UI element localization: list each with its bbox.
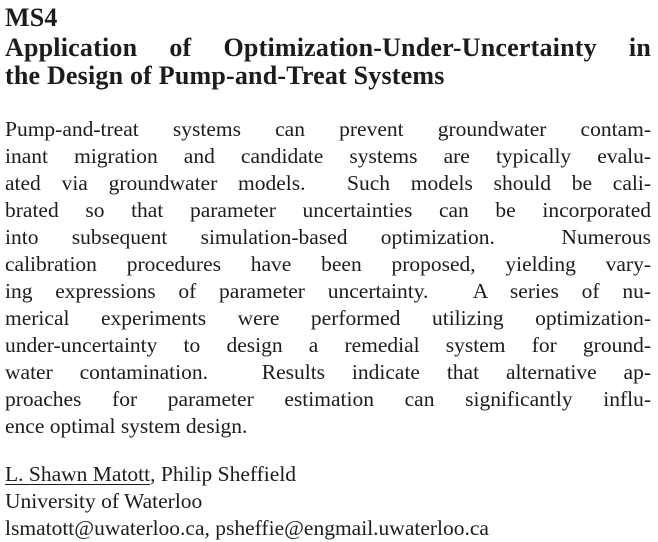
abstract-line: into subsequent simulation-based optimization. Numerous [5,225,651,249]
abstract-line: ing expressions of parameter uncertainty. A series of nu- [5,279,651,303]
abstract-line: inant migration and candidate systems are typically evalu- [5,144,651,168]
author-separator: , [150,462,161,486]
author-block [5,461,651,542]
paper-title-line-2: the Design of Pump-and-Treat Systems [5,61,445,90]
abstract-line: brated so that parameter uncertainties can be incorporated [5,198,651,222]
abstract-line: calibration procedures have been proposed, yielding vary- [5,252,651,276]
affiliation: University of Waterloo [5,489,203,513]
abstract-paragraph [5,116,651,440]
session-code: MS4 [5,3,58,32]
abstract-line: ence optimal system design. [5,414,248,438]
abstract-line: water contamination. Results indicate that alternative ap- [5,360,651,384]
abstract-line: proaches for parameter estimation can significantly influ- [5,387,651,411]
author-primary: L. Shawn Matott [5,462,151,486]
abstract-line: ated via groundwater models. Such models should be cali- [5,171,651,195]
emails-line: lsmatott@uwaterloo.ca, psheffie@engmail.uwaterloo.ca [5,516,489,540]
author-secondary: Philip Sheffield [160,462,297,486]
abstract-line: Pump-and-treat systems can prevent groundwater contam- [5,117,651,141]
abstract-line: merical experiments were performed utilizing optimization- [5,306,651,330]
abstract-line: under-uncertainty to design a remedial system for ground- [5,333,651,357]
paper-title-line-1: Application of Optimization-Under-Uncertainty in [5,33,651,62]
authors-line [5,461,651,488]
paper-title [5,34,651,90]
